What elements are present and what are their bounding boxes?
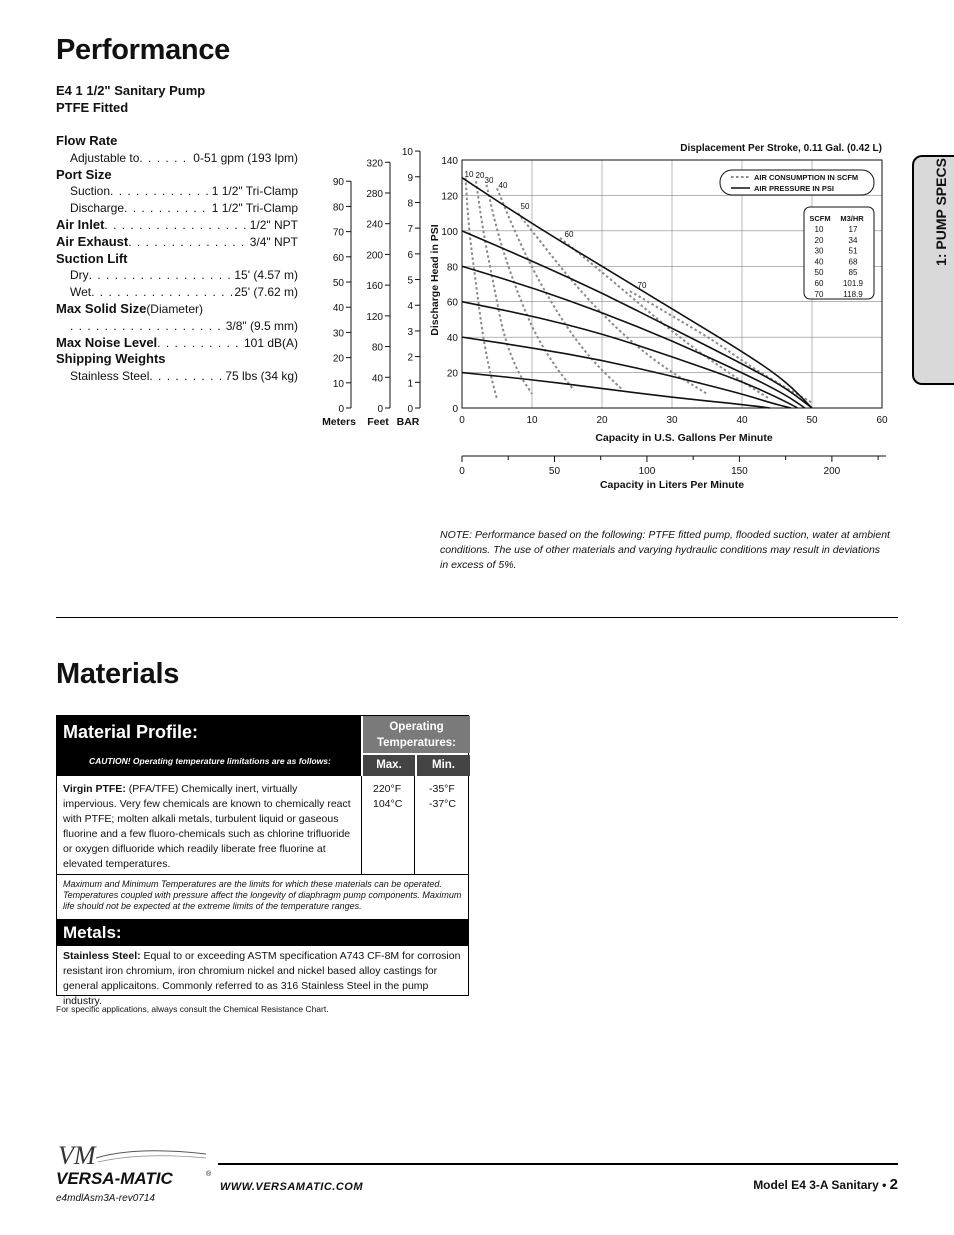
meters-axis-title: Meters <box>322 416 356 428</box>
metals-title: Metals: <box>63 923 122 942</box>
spec-value: 75 lbs (34 kg) <box>225 369 298 384</box>
y-tick-label: 20 <box>446 368 458 380</box>
lpm-tick-label: 0 <box>459 466 465 477</box>
lpm-tick-label: 50 <box>548 466 561 477</box>
temperature-limits-note: Maximum and Minimum Temperatures are the limits for which these materials can be operated. Temperatures coupled with pressure affect the longevity of diaphragm pump components. Maximum life should not be expected at the extreme limits of the temperature ranges. <box>63 879 462 911</box>
page-title: Performance <box>56 34 230 66</box>
bar-tick-label: 4 <box>407 301 413 313</box>
x-axis-title: Capacity in U.S. Gallons Per Minute <box>595 432 773 444</box>
bar-tick-label: 6 <box>407 249 413 261</box>
feet-tick-label: 240 <box>366 219 383 231</box>
ptfe-max-c: 104°C <box>373 798 403 810</box>
ptfe-max-f: 220°F <box>373 783 402 795</box>
y-tick-label: 60 <box>446 297 458 309</box>
x-tick-label: 20 <box>596 415 608 426</box>
spec-extra: (Diameter) <box>146 301 203 316</box>
spec-value: 1/2" NPT <box>249 217 298 232</box>
profile-title: Material Profile: <box>63 722 199 742</box>
side-tab-label: 1: PUMP SPECS <box>933 158 949 266</box>
min-header: Min. <box>417 755 470 776</box>
spec-sublabel: Wet <box>70 285 92 300</box>
meters-tick-label: 70 <box>332 227 344 239</box>
bar-tick-label: 7 <box>407 224 413 236</box>
y-tick-label: 40 <box>446 333 458 345</box>
spec-value: 101 dB(A) <box>243 335 298 350</box>
conversion-m3hr-value: 101.9 <box>842 279 864 288</box>
spec-label: Max Solid Size <box>56 300 147 316</box>
model-name: Model E4 3-A Sanitary • <box>753 1178 887 1192</box>
lpm-tick-label: 200 <box>823 466 841 477</box>
meters-tick-label: 10 <box>332 378 344 390</box>
spec-value: 0-51 gpm (193 lpm) <box>193 150 298 165</box>
conversion-m3hr-value: 85 <box>848 268 858 278</box>
air-consumption-line <box>497 188 623 390</box>
logo-mark: VM <box>58 1141 96 1170</box>
operating-temps-header: Operating Temperatures: <box>363 716 470 753</box>
spec-label: Shipping Weights <box>56 351 166 367</box>
conversion-scfm-value: 60 <box>814 279 824 288</box>
air-consumption-label: 70 <box>637 281 647 290</box>
ptfe-description <box>63 782 353 872</box>
bar-tick-label: 9 <box>407 172 413 184</box>
spec-label: Suction Lift <box>56 250 128 266</box>
air-consumption-label: 10 <box>464 170 474 179</box>
spec-sublabel: Discharge <box>70 201 125 216</box>
spec-sublabel: Stainless Steel <box>70 369 150 384</box>
x-tick-label: 10 <box>526 415 538 426</box>
spec-sublabel: Suction <box>70 184 111 199</box>
legend-solid-label: AIR PRESSURE IN PSI <box>754 184 835 193</box>
footer-rule <box>218 1163 898 1165</box>
feet-tick-label: 320 <box>366 158 383 170</box>
conversion-m3hr-value: 118.9 <box>843 289 863 299</box>
side-tab[interactable] <box>912 155 954 385</box>
bar-tick-label: 2 <box>407 352 413 364</box>
feet-tick-label: 120 <box>366 311 383 323</box>
spec-label: Port Size <box>56 166 112 182</box>
spec-value: 3/4" NPT <box>249 234 298 249</box>
meters-tick-label: 90 <box>332 177 344 189</box>
spec-sublabel: Adjustable to <box>70 150 140 165</box>
air-consumption-label: 30 <box>484 176 494 185</box>
performance-note: NOTE: Performance based on the following: PTFE fitted pump, flooded suction, water at ambient conditions. The use of other materials and varying hydraulic conditions may result in deviations in excess of 5%. <box>440 529 890 571</box>
max-header: Max. <box>363 755 415 776</box>
chemical-resistance-footnote: For specific applications, always consult the Chemical Resistance Chart. <box>56 1004 329 1014</box>
spec-label: Air Inlet <box>56 216 105 232</box>
bar-tick-label: 1 <box>407 378 413 390</box>
logo-registered: ® <box>206 1171 212 1178</box>
y-tick-label: 100 <box>441 226 458 238</box>
y-tick-label: 140 <box>441 156 458 167</box>
meters-tick-label: 40 <box>332 303 344 315</box>
meters-tick-label: 0 <box>338 404 344 415</box>
bar-tick-label: 5 <box>407 275 413 287</box>
website-link[interactable]: WWW.VERSAMATIC.COM <box>220 1181 364 1193</box>
logo-text: VERSA-MATIC <box>56 1169 173 1188</box>
air-consumption-label: 20 <box>475 171 485 180</box>
x-tick-label: 40 <box>736 415 748 426</box>
caution-text: Operating temperature limitations are as follows: <box>130 756 331 766</box>
spec-sublabel: Dry <box>70 268 89 283</box>
ss-label: Stainless Steel: <box>63 950 141 962</box>
meters-tick-label: 80 <box>332 202 344 214</box>
y-axis-title: Discharge Head in PSI <box>429 224 441 336</box>
air-pressure-line <box>462 373 770 408</box>
bar-tick-label: 3 <box>407 326 413 338</box>
air-consumption-line <box>630 291 812 403</box>
conversion-header-scfm: SCFM <box>809 214 831 223</box>
feet-tick-label: 200 <box>366 250 383 262</box>
conversion-scfm-value: 50 <box>814 268 824 278</box>
x-tick-label: 50 <box>806 415 818 426</box>
metals-header <box>57 919 468 946</box>
lpm-tick-label: 150 <box>731 466 748 477</box>
page-number: 2 <box>889 1176 898 1193</box>
bar-tick-label: 0 <box>407 404 413 415</box>
revision-code: e4mdlAsm3A-rev0714 <box>56 1193 155 1204</box>
feet-tick-label: 40 <box>371 373 383 385</box>
model-line-1: E4 1 1/2" Sanitary Pump <box>56 83 206 98</box>
materials-title: Materials <box>56 658 180 690</box>
material-profile-table <box>56 715 469 1007</box>
x-tick-label: 60 <box>876 415 888 426</box>
spec-label: Max Noise Level <box>56 334 158 350</box>
y-tick-label: 0 <box>452 404 458 415</box>
row-divider <box>57 874 468 875</box>
x-tick-label: 30 <box>666 415 678 426</box>
profile-header <box>57 716 361 776</box>
bar-tick-label: 8 <box>407 198 413 210</box>
caution-note <box>89 756 331 766</box>
lpm-tick-label: 100 <box>638 466 656 477</box>
footer-model <box>753 1176 898 1193</box>
bar-axis-title: BAR <box>396 416 420 428</box>
air-consumption-line <box>518 213 707 394</box>
lpm-axis-title: Capacity in Liters Per Minute <box>599 479 745 491</box>
conversion-scfm-value: 10 <box>814 225 824 234</box>
stainless-steel-description <box>63 949 467 1009</box>
feet-tick-label: 0 <box>377 404 383 415</box>
conversion-scfm-value: 40 <box>814 257 824 267</box>
x-tick-label: 0 <box>459 415 465 426</box>
ptfe-text: (PFA/TFE) Chemically inert, virtually impervious. Very few chemicals are known to chemically react with PTFE; molten alkali metals, turbulent liquid or gaseous fluorine and a few fluoro-chemicals such as chlorine trifluoride or oxygen difluoride which readily liberate free fluorine at elevated temperatures. <box>63 783 351 870</box>
conversion-m3hr-value: 68 <box>848 257 858 267</box>
spec-label: Flow Rate <box>56 133 118 148</box>
ptfe-max-temp <box>373 782 402 812</box>
conversion-header-m3hr: M3/HR <box>840 214 864 223</box>
ptfe-min-c: -37°C <box>429 798 456 810</box>
spec-value: 1 1/2" Tri-Clamp <box>211 184 298 199</box>
conversion-scfm-value: 70 <box>814 289 824 299</box>
conversion-m3hr-value: 17 <box>848 225 858 234</box>
air-consumption-label: 60 <box>564 230 574 239</box>
air-consumption-label: 40 <box>498 181 508 190</box>
y-tick-label: 80 <box>446 262 458 274</box>
spec-value: 3/8" (9.5 mm) <box>225 318 298 333</box>
spec-value: 25' (7.62 m) <box>234 285 298 300</box>
ss-text: Equal to or exceeding ASTM specification A743 CF-8M for corrosion resistant iron chromium, iron chromium nickel and nickel based alloy castings for general applicaitons. Commonly referred to as 316 Stainless Steel in the pump industry. <box>63 950 461 1007</box>
conversion-scfm-value: 20 <box>814 235 824 245</box>
versamatic-logo <box>56 1140 216 1190</box>
spec-value: 15' (4.57 m) <box>234 268 298 283</box>
meters-tick-label: 60 <box>332 252 344 264</box>
feet-tick-label: 80 <box>371 342 383 354</box>
ptfe-label: Virgin PTFE: <box>63 783 126 795</box>
ptfe-min-f: -35°F <box>429 783 455 795</box>
air-consumption-label: 50 <box>520 202 530 211</box>
caution-label: CAUTION! <box>89 756 131 766</box>
feet-tick-label: 280 <box>366 188 383 200</box>
feet-axis-title: Feet <box>367 416 389 428</box>
model-line-2: PTFE Fitted <box>56 100 129 115</box>
air-consumption-line <box>476 181 532 394</box>
legend-dashed-label: AIR CONSUMPTION IN SCFM <box>754 173 859 182</box>
meters-tick-label: 20 <box>332 353 344 365</box>
chart-title: Displacement Per Stroke, 0.11 Gal. (0.42 L) <box>680 143 882 154</box>
section-divider <box>56 617 898 618</box>
bar-tick-label: 10 <box>401 147 413 159</box>
meters-tick-label: 50 <box>332 278 344 290</box>
meters-tick-label: 30 <box>332 328 344 340</box>
feet-tick-label: 160 <box>366 281 383 293</box>
conversion-m3hr-value: 51 <box>848 246 858 256</box>
column-divider <box>414 776 415 874</box>
column-divider <box>361 776 362 874</box>
spec-value: 1 1/2" Tri-Clamp <box>211 201 298 216</box>
y-tick-label: 120 <box>441 191 458 203</box>
ptfe-min-temp <box>429 782 456 812</box>
conversion-m3hr-value: 34 <box>848 235 858 245</box>
spec-label: Air Exhaust <box>56 233 129 249</box>
conversion-scfm-value: 30 <box>814 246 824 256</box>
